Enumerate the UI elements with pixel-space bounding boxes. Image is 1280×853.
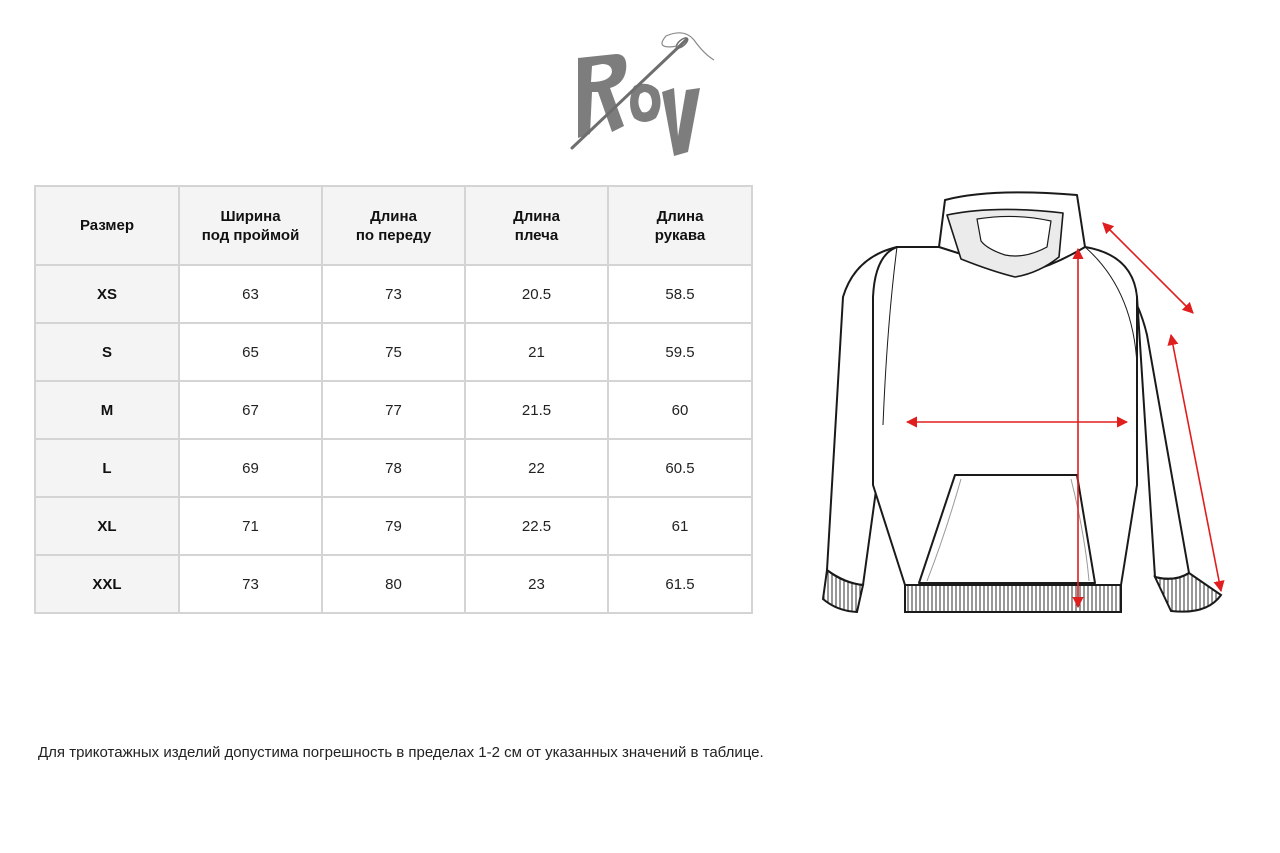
sleeve-length-value: 58.5 — [608, 265, 752, 323]
header-chest-width: Ширина под проймой — [179, 186, 322, 265]
size-label: M — [35, 381, 179, 439]
chest-width-value: 71 — [179, 497, 322, 555]
chest-width-value: 69 — [179, 439, 322, 497]
size-label: L — [35, 439, 179, 497]
shoulder-length-value: 21.5 — [465, 381, 608, 439]
header-size: Размер — [35, 186, 179, 265]
front-length-value: 75 — [322, 323, 465, 381]
front-length-value: 78 — [322, 439, 465, 497]
shoulder-length-value: 22 — [465, 439, 608, 497]
table-row — [35, 555, 752, 613]
sleeve-length-value: 61.5 — [608, 555, 752, 613]
chest-width-value: 73 — [179, 555, 322, 613]
sleeve-length-value: 60 — [608, 381, 752, 439]
sleeve-length-value: 59.5 — [608, 323, 752, 381]
hoodie-icon — [827, 192, 1189, 585]
chest-width-value: 67 — [179, 381, 322, 439]
table-header-row — [35, 186, 752, 265]
header-front-length: Длина по переду — [322, 186, 465, 265]
table-row — [35, 265, 752, 323]
footnote-text: Для трикотажных изделий допустима погрешность в пределах 1-2 см от указанных значений в таблице. — [38, 744, 764, 761]
size-chart-table — [34, 185, 753, 614]
shoulder-length-value: 20.5 — [465, 265, 608, 323]
size-label: XXL — [35, 555, 179, 613]
front-length-value: 77 — [322, 381, 465, 439]
sleeve-length-value: 61 — [608, 497, 752, 555]
size-label: XS — [35, 265, 179, 323]
brand-logo — [566, 30, 716, 160]
front-length-value: 73 — [322, 265, 465, 323]
table-row — [35, 381, 752, 439]
table-row — [35, 323, 752, 381]
shoulder-length-value: 22.5 — [465, 497, 608, 555]
size-label: S — [35, 323, 179, 381]
table-row — [35, 439, 752, 497]
shoulder-length-value: 21 — [465, 323, 608, 381]
chest-width-value: 63 — [179, 265, 322, 323]
sleeve-length-value: 60.5 — [608, 439, 752, 497]
table-row — [35, 497, 752, 555]
header-shoulder-length: Длина плеча — [465, 186, 608, 265]
chest-width-value: 65 — [179, 323, 322, 381]
header-sleeve-length: Длина рукава — [608, 186, 752, 265]
front-length-value: 80 — [322, 555, 465, 613]
hoodie-diagram — [815, 185, 1235, 625]
size-label: XL — [35, 497, 179, 555]
front-length-value: 79 — [322, 497, 465, 555]
shoulder-length-value: 23 — [465, 555, 608, 613]
